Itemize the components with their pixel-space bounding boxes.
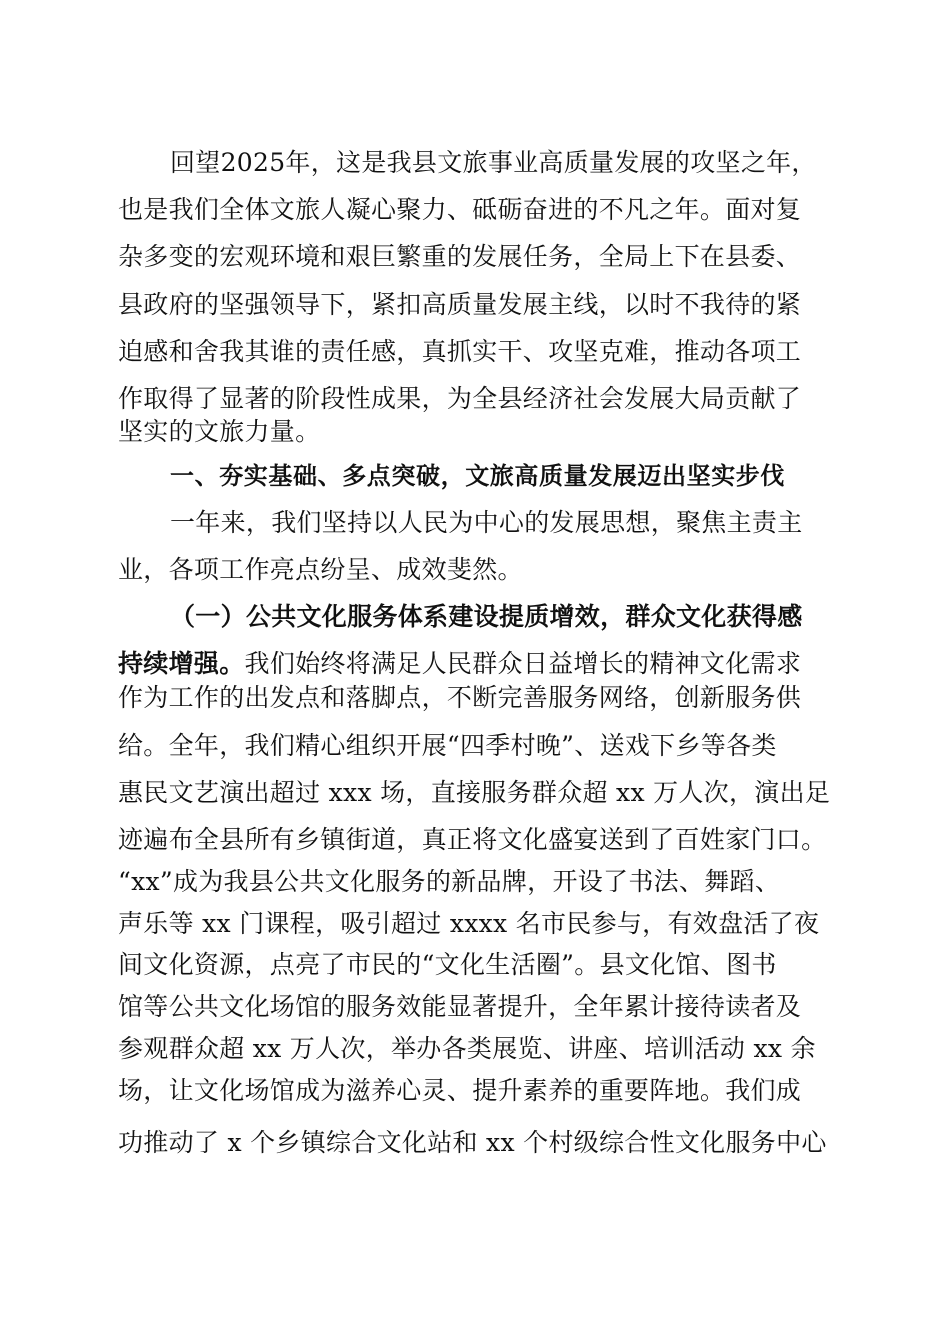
paragraph-3-line-6: 迹遍布全县所有乡镇街道，真正将文化盛宴送到了百姓家门口。: [118, 825, 827, 854]
paragraph-3-line-7: “xx”成为我县公共文化服务的新品牌，开设了书法、舞蹈、: [118, 867, 781, 896]
paragraph-1-line-4: 县政府的坚强领导下，紧扣高质量发展主线，以时不我待的紧: [118, 290, 802, 319]
paragraph-1-line-7: 坚实的文旅力量。: [118, 417, 321, 446]
paragraph-3-line-11: 参观群众超 xx 万人次，举办各类展览、讲座、培训活动 xx 余: [118, 1034, 816, 1063]
paragraph-1-line-6: 作取得了显著的阶段性成果，为全县经济社会发展大局贡献了: [118, 384, 802, 413]
paragraph-3-line-2-rest: 我们始终将满足人民群众日益增长的精神文化需求: [244, 649, 802, 678]
paragraph-3-line-12: 场，让文化场馆成为滋养心灵、提升素养的重要阵地。我们成: [118, 1076, 802, 1105]
paragraph-1-line-1: 回望2025年，这是我县文旅事业高质量发展的攻坚之年，: [170, 148, 817, 177]
paragraph-3-line-3: 作为工作的出发点和落脚点，不断完善服务网络，创新服务供: [118, 683, 802, 712]
paragraph-1-line-2: 也是我们全体文旅人凝心聚力、砥砺奋进的不凡之年。面对复: [118, 195, 802, 224]
paragraph-3-bold-line-2: 持续增强。: [118, 649, 245, 678]
paragraph-3-line-9: 间文化资源，点亮了市民的“文化生活圈”。县文化馆、图书: [118, 950, 777, 979]
section-heading: 一、夯实基础、多点突破，文旅高质量发展迈出坚实步伐: [170, 462, 785, 490]
paragraph-1-line-5: 迫感和舍我其谁的责任感，真抓实干、攻坚克难，推动各项工: [118, 337, 802, 366]
paragraph-3-line-13: 功推动了 x 个乡镇综合文化站和 xx 个村级综合性文化服务中心: [118, 1128, 827, 1157]
paragraph-3-bold-line-1: （一）公共文化服务体系建设提质增效，群众文化获得感: [170, 602, 803, 631]
paragraph-3-line-5: 惠民文艺演出超过 xxx 场，直接服务群众超 xx 万人次，演出足: [118, 778, 831, 807]
paragraph-3-line-10: 馆等公共文化场馆的服务效能显著提升，全年累计接待读者及: [118, 992, 802, 1021]
paragraph-3-line-4: 给。全年，我们精心组织开展“四季村晚”、送戏下乡等各类: [118, 731, 777, 760]
paragraph-3-line-8: 声乐等 xx 门课程，吸引超过 xxxx 名市民参与，有效盘活了夜: [118, 909, 820, 938]
paragraph-2-line-1: 一年来，我们坚持以人民为中心的发展思想，聚焦主责主: [170, 508, 803, 537]
paragraph-1-line-3: 杂多变的宏观环境和艰巨繁重的发展任务，全局上下在县委、: [118, 242, 802, 271]
paragraph-2-line-2: 业，各项工作亮点纷呈、成效斐然。: [118, 555, 523, 584]
